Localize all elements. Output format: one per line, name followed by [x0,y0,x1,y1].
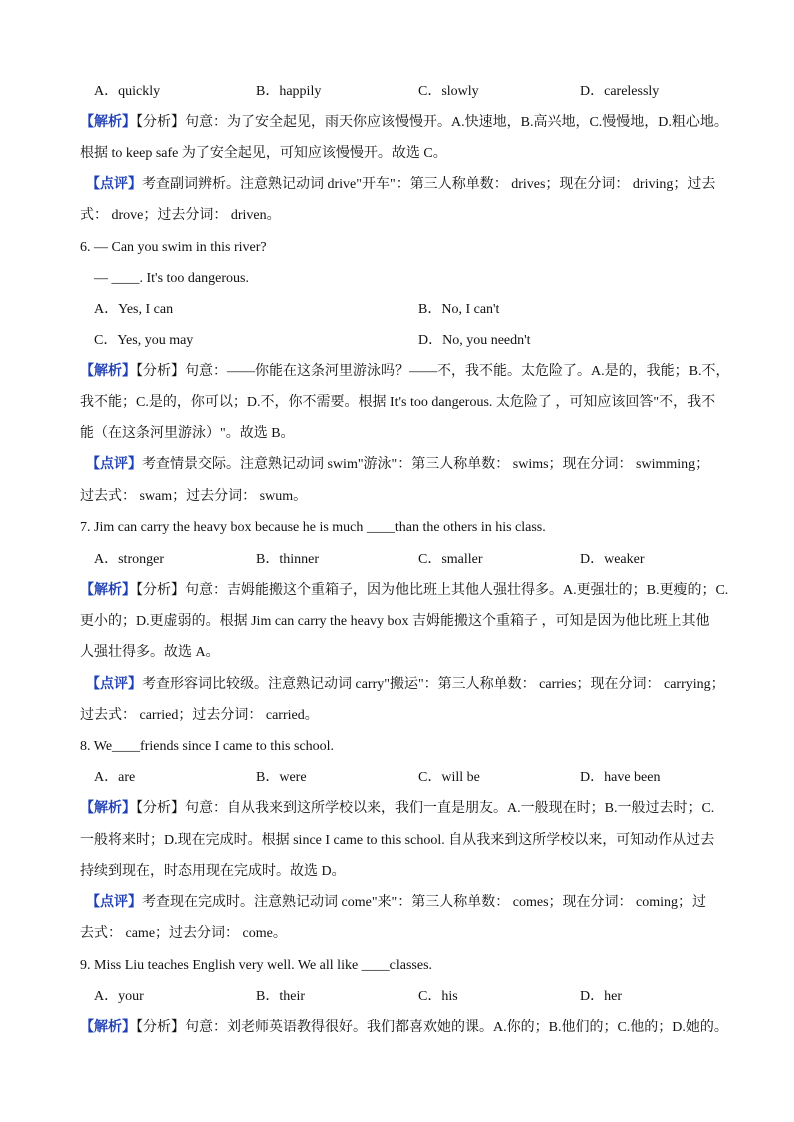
q7-option-b: B．thinner [256,552,319,567]
q7-analysis-line: 更小的；D.更虚弱的。根据 Jim can carry the heavy box 吉姆能搬这个重箱子 ，可知是因为他比班上其他 [80,614,710,629]
analysis-tag: 【解析】 [80,115,136,130]
q8-option-b: B．were [256,770,307,785]
q6-option-a: A．Yes, I can [94,302,174,317]
q8-option-c: C．will be [418,770,480,785]
q9-analysis-line: 【解析】【分析】句意：刘老师英语教得很好。我们都喜欢她的课。A.你的；B.他们的；C.他的；D.她的。 [80,1020,728,1035]
q8-analysis-line: 持续到现在，时态用现在完成时。故选 D。 [80,864,346,879]
q8-comment-line: 【点评】考查现在完成时。注意熟记动词 come"来"：第三人称单数： comes；现在分词： coming；过 [86,895,707,910]
q7-option-a: A．stronger [94,552,164,567]
q7-stem: 7. Jim can carry the heavy box because he is much ____than the others in his class. [80,520,546,535]
q8-comment-line: 去式： came；过去分词： come。 [80,926,287,941]
q6-comment-line: 【点评】考查情景交际。注意熟记动词 swim"游泳"：第三人称单数： swims；现在分词： swimming； [86,457,710,472]
q5-option-d: D．carelessly [580,84,660,99]
analysis-tag: 【解析】 [80,583,136,598]
q5-analysis-line: 根据 to keep safe 为了安全起见，可知应该慢慢开。故选 C。 [80,146,447,161]
comment-tag: 【点评】 [86,895,142,910]
q5-option-a: A．quickly [94,84,161,99]
q6-analysis-line: 能（在这条河里游泳）"。故选 B。 [80,426,295,441]
q6-analysis-line: 【解析】【分析】句意：——你能在这条河里游泳吗？——不，我不能。太危险了。A.是的，我能；B.不， [80,364,730,379]
q9-option-b: B．their [256,989,305,1004]
q7-option-c: C．smaller [418,552,483,567]
q6-option-b: B．No, I can't [418,302,500,317]
q5-comment-line: 【点评】考查副词辨析。注意熟记动词 drive"开车"：第三人称单数： drives；现在分词： driving；过去 [86,177,716,192]
q9-stem: 9. Miss Liu teaches English very well. We all like ____classes. [80,958,433,973]
q7-comment-line: 【点评】考查形容词比较级。注意熟记动词 carry"搬运"：第三人称单数： carries；现在分词： carrying； [86,677,725,692]
q6-analysis-line: 我不能；C.是的，你可以；D.不，你不需要。根据 It's too dangerous. 太危险了 ，可知应该回答"不，我不 [80,395,716,410]
comment-tag: 【点评】 [86,677,142,692]
q5-option-b: B．happily [256,84,322,99]
q6-option-d: D．No, you needn't [418,333,531,348]
q7-comment-line: 过去式： carried；过去分词： carried。 [80,708,319,723]
q8-analysis-line: 一般将来时；D.现在完成时。根据 since I came to this school. 自从我来到这所学校以来，可知动作从过去 [80,833,715,848]
q7-option-d: D．weaker [580,552,645,567]
comment-tag: 【点评】 [86,457,142,472]
q8-analysis-line: 【解析】【分析】句意：自从我来到这所学校以来，我们一直是朋友。A.一般现在时；B.一般过去时；C. [80,801,715,816]
analysis-tag: 【解析】 [80,364,136,379]
q6-stem: 6. — Can you swim in this river? [80,240,267,255]
q5-option-c: C．slowly [418,84,479,99]
comment-tag: 【点评】 [86,177,142,192]
q5-analysis-line: 【解析】【分析】句意：为了安全起见，雨天你应该慢慢开。A.快速地，B.高兴地，C.慢慢地，D.粗心地。 [80,115,728,130]
q7-analysis-line: 人强壮得多。故选 A。 [80,645,220,660]
q6-stem-reply: — ____. It's too dangerous. [94,271,249,286]
q5-comment-line: 式： drove；过去分词： driven。 [80,208,281,223]
q6-comment-line: 过去式： swam；过去分词： swum。 [80,489,308,504]
q8-stem: 8. We____friends since I came to this school. [80,739,335,754]
q8-option-a: A．are [94,770,136,785]
q6-option-c: C．Yes, you may [94,333,194,348]
analysis-tag: 【解析】 [80,1020,136,1035]
q8-option-d: D．have been [580,770,661,785]
q9-option-a: A．your [94,989,144,1004]
analysis-tag: 【解析】 [80,801,136,816]
q9-option-c: C．his [418,989,458,1004]
q7-analysis-line: 【解析】【分析】句意：吉姆能搬这个重箱子，因为他比班上其他人强壮得多。A.更强壮的；B.更瘦的；C. [80,583,729,598]
q9-option-d: D．her [580,989,622,1004]
